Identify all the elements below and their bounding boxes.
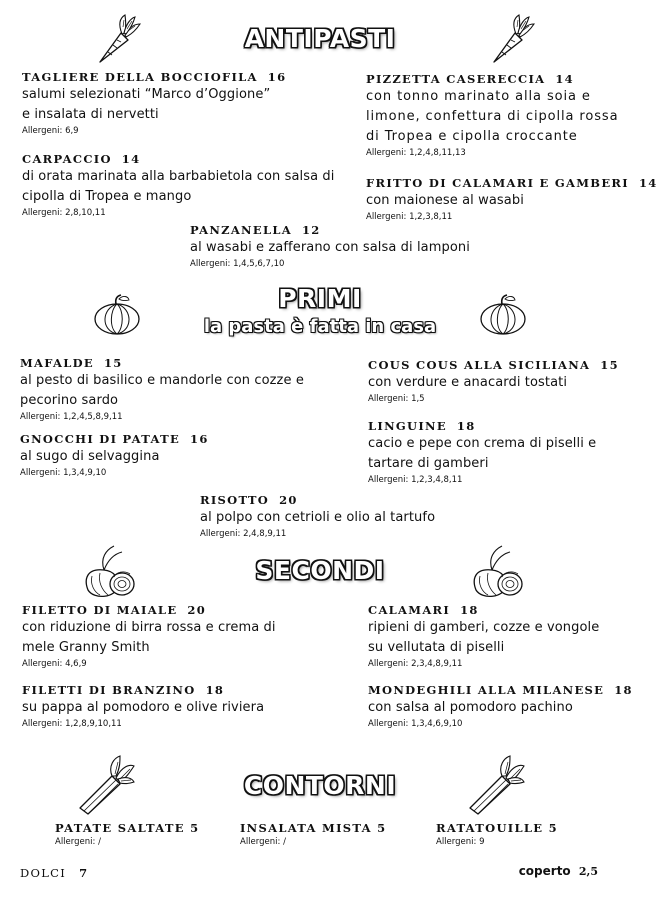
allergen-label: Allergeni: bbox=[368, 719, 409, 729]
allergen-label: Allergeni: bbox=[22, 126, 63, 136]
allergen-label: Allergeni: bbox=[55, 837, 96, 847]
dish-description: con tonno marinato alla soia e limone, confettura di cipolla rossa di Tropea e cipolla croccante bbox=[366, 89, 619, 144]
dish-price: 5 bbox=[377, 821, 387, 835]
allergen-list: 2,8,10,11 bbox=[65, 208, 106, 218]
dish-name: INSALATA MISTA bbox=[240, 821, 372, 835]
allergen-label: Allergeni: bbox=[368, 394, 409, 404]
antipasti-title: ANTIPASTI bbox=[244, 24, 396, 53]
dish-name: PIZZETTA CASERECCIA bbox=[366, 72, 546, 86]
allergen-list: 1,2,3,4,8,11 bbox=[411, 475, 463, 485]
secondi-title: SECONDI bbox=[255, 556, 385, 585]
allergen-list: 4,6,9 bbox=[65, 659, 87, 669]
dish-fritto bbox=[366, 176, 658, 223]
allergen-label: Allergeni: bbox=[368, 475, 409, 485]
dish-description: al wasabi e zafferano con salsa di lamponi bbox=[190, 240, 470, 255]
dish-price: 5 bbox=[548, 821, 558, 835]
dish-name: RATATOUILLE bbox=[436, 821, 544, 835]
dish-calamari bbox=[368, 603, 628, 670]
allergen-label: Allergeni: bbox=[366, 148, 407, 158]
dish-description: cacio e pepe con crema di piselli e tartare di gamberi bbox=[368, 436, 597, 471]
dish-name: FILETTI DI BRANZINO bbox=[22, 683, 196, 697]
dish-insalata bbox=[240, 821, 410, 848]
allergen-label: Allergeni: bbox=[200, 529, 241, 539]
dolci-line bbox=[20, 866, 88, 880]
allergen-label: Allergeni: bbox=[190, 259, 231, 269]
allergen-label: Allergeni: bbox=[366, 212, 407, 222]
dish-panzanella bbox=[190, 223, 510, 270]
dish-description: di orata marinata alla barbabietola con salsa di cipolla di Tropea e mango bbox=[22, 169, 335, 204]
dish-ratatouille bbox=[436, 821, 606, 848]
allergen-label: Allergeni: bbox=[20, 412, 61, 422]
dish-price: 18 bbox=[456, 419, 476, 433]
allergen-label: Allergeni: bbox=[22, 208, 63, 218]
dish-patate bbox=[55, 821, 225, 848]
dish-price: 20 bbox=[187, 603, 206, 617]
allergen-list: 1,2,4,5,8,9,11 bbox=[63, 412, 123, 422]
allergen-list: 1,4,5,6,7,10 bbox=[233, 259, 285, 269]
dish-risotto bbox=[200, 493, 500, 540]
dish-name: CALAMARI bbox=[368, 603, 451, 617]
dish-price: 14 bbox=[121, 152, 141, 166]
dish-name: MONDEGHILI ALLA MILANESE bbox=[368, 683, 605, 697]
dish-description: al sugo di selvaggina bbox=[20, 449, 160, 464]
allergen-list: 9 bbox=[479, 837, 485, 847]
allergen-label: Allergeni: bbox=[436, 837, 477, 847]
allergen-list: / bbox=[283, 837, 286, 847]
contorni-title: CONTORNI bbox=[243, 771, 397, 800]
dish-filetti-branzino bbox=[22, 683, 322, 730]
allergen-list: 1,2,8,9,10,11 bbox=[65, 719, 122, 729]
allergen-label: Allergeni: bbox=[368, 659, 409, 669]
dish-filetto-maiale bbox=[22, 603, 322, 670]
allergen-label: Allergeni: bbox=[240, 837, 281, 847]
allergen-label: Allergeni: bbox=[22, 719, 63, 729]
dish-name: PATATE SALTATE bbox=[55, 821, 185, 835]
dish-carpaccio bbox=[22, 152, 352, 219]
dish-name: CARPACCIO bbox=[22, 152, 112, 166]
dish-mafalde bbox=[20, 356, 320, 423]
dish-price: 15 bbox=[104, 356, 123, 370]
dish-name: FRITTO DI CALAMARI E GAMBERI bbox=[366, 176, 629, 190]
allergen-list: 1,2,4,8,11,13 bbox=[409, 148, 466, 158]
dish-price: 15 bbox=[600, 358, 619, 372]
dish-description: su pappa al pomodoro e olive riviera bbox=[22, 700, 265, 715]
dish-linguine bbox=[368, 419, 618, 486]
dolci-label: DOLCI bbox=[20, 866, 67, 880]
dish-name: MAFALDE bbox=[20, 356, 94, 370]
allergen-label: Allergeni: bbox=[20, 468, 61, 478]
dish-price: 12 bbox=[301, 223, 321, 237]
dolci-price: 7 bbox=[79, 866, 89, 880]
allergen-list: 2,4,8,9,11 bbox=[243, 529, 287, 539]
coperto-line bbox=[519, 864, 598, 878]
dish-description: al polpo con cetrioli e olio al tartufo bbox=[200, 510, 436, 525]
dish-price: 14 bbox=[555, 72, 574, 86]
allergen-list: 1,3,4,6,9,10 bbox=[411, 719, 463, 729]
primi-title: PRIMI bbox=[278, 284, 362, 313]
dish-tagliere bbox=[22, 70, 342, 137]
dish-price: 14 bbox=[638, 176, 658, 190]
dish-cous-cous bbox=[368, 358, 628, 405]
dish-name: PANZANELLA bbox=[190, 223, 292, 237]
dish-description: ripieni di gamberi, cozze e vongole su vellutata di piselli bbox=[368, 620, 600, 655]
coperto-price: 2,5 bbox=[578, 865, 598, 878]
dish-pizzetta bbox=[366, 72, 628, 159]
dish-price: 18 bbox=[460, 603, 479, 617]
dish-description: al pesto di basilico e mandorle con cozze e pecorino sardo bbox=[20, 373, 304, 408]
primi-subtitle: la pasta è fatta in casa bbox=[203, 316, 437, 337]
dish-price: 18 bbox=[614, 683, 633, 697]
dish-name: FILETTO DI MAIALE bbox=[22, 603, 178, 617]
coperto-label: coperto bbox=[518, 864, 571, 878]
allergen-list: 1,5 bbox=[411, 394, 425, 404]
dish-description: con verdure e anacardi tostati bbox=[368, 375, 568, 390]
allergen-list: 1,3,4,9,10 bbox=[63, 468, 107, 478]
dish-name: GNOCCHI DI PATATE bbox=[20, 432, 181, 446]
dish-price: 16 bbox=[267, 70, 287, 84]
dish-name: RISOTTO bbox=[200, 493, 270, 507]
dish-price: 18 bbox=[205, 683, 225, 697]
allergen-label: Allergeni: bbox=[22, 659, 63, 669]
allergen-list: 2,3,4,8,9,11 bbox=[411, 659, 463, 669]
dish-name: LINGUINE bbox=[368, 419, 447, 433]
dish-gnocchi bbox=[20, 432, 320, 479]
dish-name: COUS COUS ALLA SICILIANA bbox=[368, 358, 591, 372]
dish-description: con riduzione di birra rossa e crema di mele Granny Smith bbox=[22, 620, 276, 655]
dish-price: 20 bbox=[279, 493, 298, 507]
dish-description: con maionese al wasabi bbox=[366, 193, 524, 208]
allergen-list: 1,2,3,8,11 bbox=[409, 212, 453, 222]
dish-name: TAGLIERE DELLA BOCCIOFILA bbox=[22, 70, 258, 84]
allergen-list: / bbox=[98, 837, 101, 847]
dish-description: con salsa al pomodoro pachino bbox=[368, 700, 573, 715]
dish-mondeghili bbox=[368, 683, 633, 730]
dish-price: 16 bbox=[190, 432, 209, 446]
allergen-list: 6,9 bbox=[65, 126, 79, 136]
dish-description: salumi selezionati “Marco d’Oggione” e insalata di nervetti bbox=[22, 87, 271, 122]
dish-price: 5 bbox=[190, 821, 200, 835]
